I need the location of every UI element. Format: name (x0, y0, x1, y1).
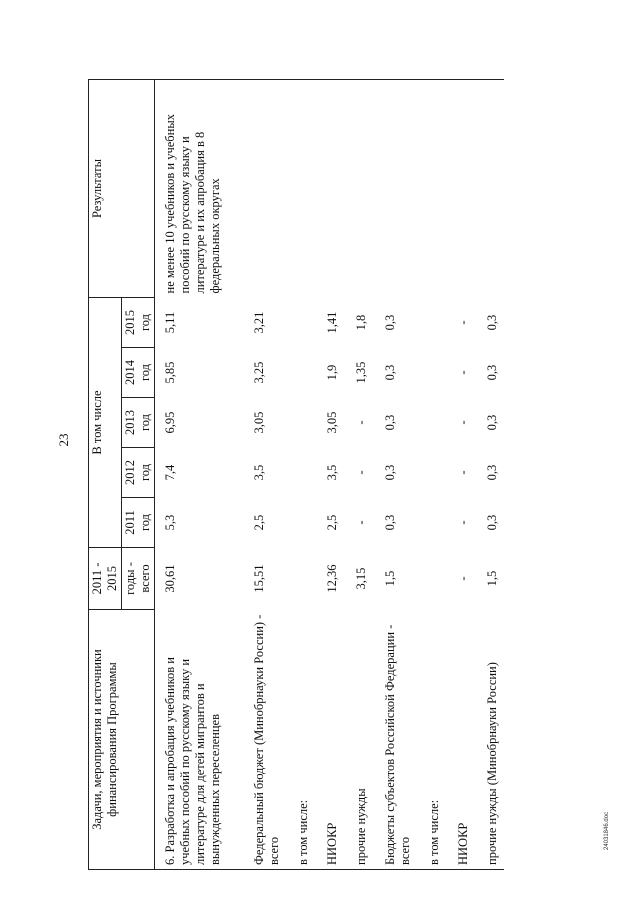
row-value-2014: - (456, 370, 470, 375)
row-value-2013: 3,05 (325, 411, 339, 434)
row-value-2015: 3,21 (252, 311, 266, 334)
row-value-2011 (417, 498, 446, 548)
table-row (344, 80, 373, 870)
row-result (373, 80, 417, 298)
row-value-2014: 1,9 (325, 364, 339, 381)
row-task: НИОКР (446, 610, 475, 870)
row-value-2012: - (354, 470, 368, 475)
row-value-2014: 0,3 (383, 364, 397, 381)
row-value-2012: 3,5 (325, 464, 339, 481)
table-row (155, 80, 225, 870)
row-total: 1,5 (383, 570, 397, 587)
header-year-2014: 2014 год (122, 348, 155, 398)
row-value-2011 (286, 498, 315, 548)
row-task: 6. Разработка и апробация учебников и учебных пособий по русскому языку и литературе для детей мигрантов и вынужденных переселенцев (155, 610, 225, 870)
table-row (475, 80, 504, 870)
program-financing-table (88, 79, 504, 870)
row-total: 30,61 (163, 564, 177, 593)
header-year-2013: 2013 год (122, 398, 155, 448)
row-value-2015: 1,41 (325, 311, 339, 334)
row-value-2015 (286, 298, 315, 348)
row-task: в том числе: (286, 610, 315, 870)
row-value-2013: - (354, 420, 368, 425)
header-results-column: Результаты (89, 80, 155, 298)
row-value-2012: 0,3 (485, 464, 499, 481)
header-total-period: 2011 - 2015 (89, 548, 122, 610)
row-value-2013: 0,3 (485, 414, 499, 431)
header-year-2012: 2012 год (122, 448, 155, 498)
row-value-2011: 2,5 (252, 514, 266, 531)
footer-filename: 24031846.doc (604, 811, 610, 850)
row-value-2015 (417, 298, 446, 348)
row-result (417, 80, 446, 298)
row-result (446, 80, 475, 298)
row-total: 12,36 (325, 564, 339, 593)
row-value-2012 (417, 448, 446, 498)
row-value-2011: 2,5 (325, 514, 339, 531)
row-value-2013: 0,3 (383, 414, 397, 431)
table-row (373, 80, 417, 870)
row-value-2015: 0,3 (485, 314, 499, 331)
row-value-2011: - (456, 520, 470, 525)
table-header-row-1 (89, 80, 122, 870)
row-value-2011: 0,3 (485, 514, 499, 531)
row-result (475, 80, 504, 298)
row-value-2015: - (456, 320, 470, 325)
row-total: 3,15 (354, 567, 368, 590)
row-total (417, 548, 446, 610)
row-total: 1,5 (485, 570, 499, 587)
row-value-2014: 1,35 (354, 361, 368, 384)
row-task: НИОКР (315, 610, 344, 870)
row-value-2015: 5,11 (163, 311, 177, 334)
row-task: Бюджеты субъектов Российской Федерации - всего (373, 610, 417, 870)
program-table-rotated (88, 80, 588, 870)
row-result (286, 80, 315, 298)
row-task: прочие нужды (Минобрнауки России) (475, 610, 504, 870)
row-value-2011: - (354, 520, 368, 525)
row-value-2011: 5,3 (163, 514, 177, 531)
table-row (286, 80, 315, 870)
header-breakdown: В том числе (89, 298, 122, 548)
row-result (315, 80, 344, 298)
row-value-2013: - (456, 420, 470, 425)
row-value-2015: 0,3 (383, 314, 397, 331)
header-year-2015: 2015 год (122, 298, 155, 348)
row-value-2014 (286, 348, 315, 398)
row-value-2014: 0,3 (485, 364, 499, 381)
table-row (242, 80, 286, 870)
page-number: 23 (56, 433, 71, 447)
row-task: в том числе: (417, 610, 446, 870)
row-value-2014: 3,25 (252, 361, 266, 384)
row-result (242, 80, 286, 298)
row-value-2012 (286, 448, 315, 498)
row-value-2012: 7,4 (163, 464, 177, 481)
table-spacer-row (224, 80, 242, 870)
header-year-2011: 2011 год (122, 498, 155, 548)
header-task-column: Задачи, мероприятия и источники финансирования Программы (89, 610, 155, 870)
header-total-label: годы - всего (122, 548, 155, 610)
row-task: Федеральный бюджет (Минобрнауки России) - всего (242, 610, 286, 870)
row-total: 15,51 (252, 564, 266, 593)
table-row (446, 80, 475, 870)
row-value-2014 (417, 348, 446, 398)
row-value-2013 (286, 398, 315, 448)
row-task: прочие нужды (344, 610, 373, 870)
row-value-2013 (417, 398, 446, 448)
row-value-2012: 0,3 (383, 464, 397, 481)
row-total: - (456, 576, 470, 581)
row-value-2011: 0,3 (383, 514, 397, 531)
row-result: не менее 10 учебников и учебных пособий по русскому языку и литературе и их апробация в 8 федеральных округах (155, 80, 225, 298)
row-value-2015: 1,8 (354, 314, 368, 331)
table-row (315, 80, 344, 870)
row-value-2012: - (456, 470, 470, 475)
row-value-2013: 3,05 (252, 411, 266, 434)
row-value-2012: 3,5 (252, 464, 266, 481)
row-total (286, 548, 315, 610)
table-row (417, 80, 446, 870)
row-result (344, 80, 373, 298)
row-value-2014: 5,85 (163, 361, 177, 384)
row-value-2013: 6,95 (163, 411, 177, 434)
